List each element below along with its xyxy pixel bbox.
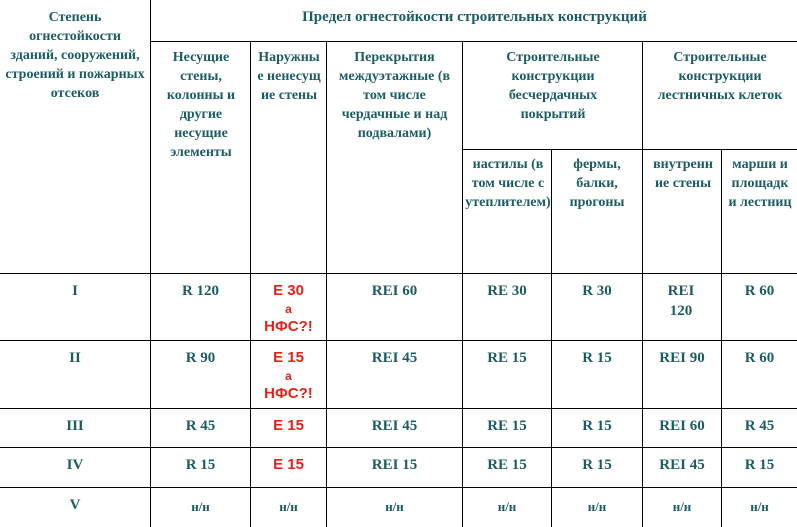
- table-cell-outer: [251, 273, 326, 337]
- outer-note: а: [285, 369, 292, 383]
- table-cell-bearing: R 90: [185, 350, 216, 366]
- table-cell-flights: R 15: [744, 457, 775, 473]
- col-header-stair-inner-walls: внутренние стены: [653, 157, 713, 191]
- table-cell-trusses: R 15: [582, 418, 612, 434]
- col-header-floors: Перекрытия междуэтажные (в том числе чердачные и над подвалами): [338, 50, 451, 141]
- table-cell-inner-walls: REI 120: [667, 283, 695, 319]
- main-header: Предел огнестойкости строительных конструкций: [302, 9, 647, 25]
- table-cell-inner-walls: REI 60: [659, 418, 705, 434]
- table-cell-floors: REI 60: [371, 283, 418, 299]
- table-row-degree: III: [66, 418, 84, 434]
- table-cell-decks: RE 15: [487, 350, 527, 366]
- table-cell-trusses: R 15: [582, 457, 612, 473]
- col-header-roof-group: Строительные конструкции бесчердачных покрытий: [506, 50, 600, 122]
- table-cell-decks: RE 30: [487, 283, 527, 299]
- table-cell-decks: RE 15: [487, 457, 527, 473]
- outer-value: Е 15: [273, 349, 304, 366]
- col-header-bearing-walls: Несущие стены, колонны и другие несущие элементы: [166, 50, 236, 160]
- col-header-outer-walls: Наружные ненесущие стены: [257, 50, 321, 103]
- table-cell-flights: R 60: [744, 350, 775, 366]
- col-header-roof-decks: настилы (в том числе с утеплителем): [465, 157, 551, 210]
- col-header-stair-flights: марши и площадки лестниц: [728, 157, 792, 210]
- table-cell-trusses: R 30: [582, 283, 612, 299]
- table-cell-flights: R 45: [744, 418, 775, 434]
- table-cell-decks: RE 15: [487, 418, 527, 434]
- corner-header: Степень огнестойкости зданий, сооружений, строений и пожарных отсеков: [5, 10, 145, 101]
- table-cell-inner-walls: н/н: [672, 499, 692, 514]
- table-cell-floors: REI 45: [371, 350, 418, 366]
- table-cell-flights: R 60: [744, 283, 775, 299]
- table-cell-trusses: R 15: [582, 350, 612, 366]
- table-cell-inner-walls: REI 45: [659, 457, 705, 473]
- table-cell-bearing: R 120: [181, 283, 220, 299]
- table-row-degree: IV: [66, 457, 84, 473]
- table-cell-trusses: н/н: [587, 499, 607, 514]
- table-cell-outer: [251, 340, 326, 404]
- outer-note-2: НФС?!: [264, 318, 313, 335]
- table-cell-outer: Е 15: [273, 456, 304, 473]
- col-header-stair-group: Строительные конструкции лестничных клеток: [657, 50, 783, 103]
- table-cell-outer: н/н: [279, 499, 298, 514]
- table-cell-floors: н/н: [385, 499, 404, 514]
- outer-note: а: [285, 302, 292, 316]
- table-cell-bearing: R 45: [185, 418, 216, 434]
- outer-value: Е 30: [273, 282, 304, 299]
- table-row-degree: I: [72, 283, 78, 299]
- col-header-roof-trusses: фермы, балки, прогоны: [569, 157, 625, 210]
- table-cell-flights: н/н: [750, 499, 769, 514]
- outer-note-2: НФС?!: [264, 385, 313, 402]
- table-row-degree: V: [69, 497, 81, 513]
- table-cell-bearing: н/н: [191, 499, 210, 514]
- table-cell-inner-walls: REI 90: [659, 350, 705, 366]
- table-cell-floors: REI 15: [371, 457, 418, 473]
- table-cell-bearing: R 15: [185, 457, 216, 473]
- table-row-degree: II: [69, 350, 81, 366]
- table-cell-outer: Е 15: [273, 417, 304, 434]
- table-cell-floors: REI 45: [371, 418, 418, 434]
- table-cell-decks: н/н: [497, 499, 517, 514]
